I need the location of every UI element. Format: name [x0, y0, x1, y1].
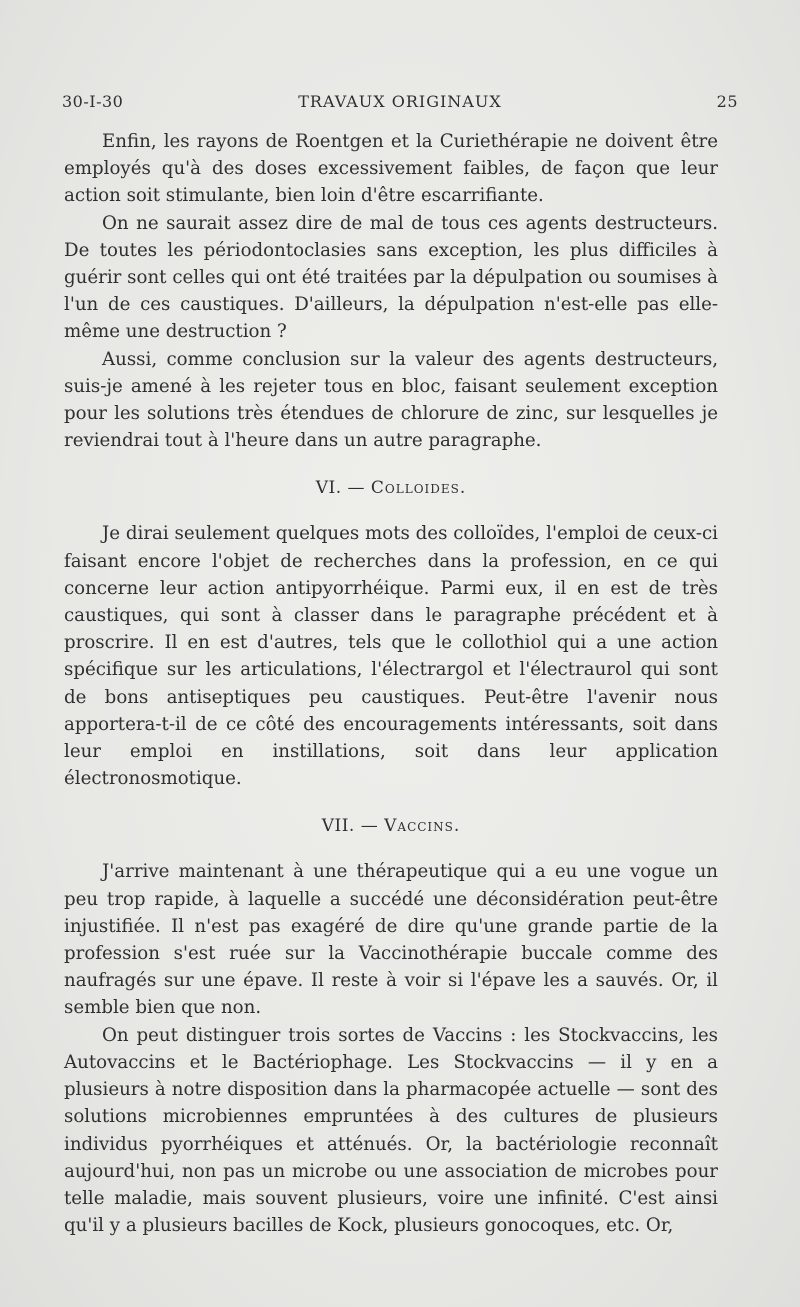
section-heading-vaccins — [64, 813, 718, 840]
paragraph: Enfin, les rayons de Roentgen et la Curiethérapie ne doivent être employés qu'à des doses excessivement faibles, de façon que leur action soit stimulante, bien loin d'être escarrifiante. — [64, 131, 718, 207]
section-number: VI. — — [315, 478, 366, 499]
running-header — [62, 92, 738, 122]
page-number: 25 — [716, 92, 738, 111]
header-title: TRAVAUX ORIGINAUX — [298, 92, 502, 111]
paragraph: Je dirai seulement quelques mots des colloïdes, l'emploi de ceux-ci faisant encore l'objet de recherches dans la profession, en ce qui concerne leur action antipyorrhéique. Parmi eux, il en est de très caustiques, qui sont à classer dans le paragraphe précédent et à proscrire. Il en est d'autres, tels que le collothiol qui a une action spécifique sur les articulations, l'électrargol et l'électraurol qui sont de bons antiseptiques peu caustiques. Peut-être l'avenir nous apportera-t-il de ce côté des encouragements intéressants, soit dans leur emploi en instillations, soit dans leur application électronosmotique. — [64, 523, 718, 790]
paragraph: Aussi, comme conclusion sur la valeur des agents destructeurs, suis-je amené à les rejeter tous en bloc, faisant seulement exception pour les solutions très étendues de chlorure de zinc, sur lesquelles je reviendrai tout à l'heure dans un autre paragraphe. — [64, 348, 718, 452]
section-title: Vaccins. — [384, 816, 461, 837]
header-date: 30-I-30 — [62, 92, 124, 111]
body-text — [64, 128, 718, 1239]
paragraph: J'arrive maintenant à une thérapeutique qui a eu une vogue un peu trop rapide, à laquelle a succédé une déconsidération peut-être injustifiée. Il n'est pas exagéré de dire qu'une grande partie de la profession s'est ruée sur la Vaccinothérapie buccale comme des naufragés sur une épave. Il reste à voir si l'épave les a sauvés. Or, il semble bien que non. — [64, 861, 718, 1019]
section-title: Colloides. — [370, 478, 467, 499]
section-heading-colloides — [64, 475, 718, 502]
section-number: VII. — — [321, 816, 379, 837]
paragraph: On ne saurait assez dire de mal de tous ces agents destructeurs. De toutes les périodontoclasies sans exception, les plus difficiles à guérir sont celles qui ont été traitées par la dépulpation ou soumises à l'un de ces caustiques. D'ailleurs, la dépulpation n'est-elle pas elle-même une destruction ? — [64, 212, 718, 343]
paragraph: On peut distinguer trois sortes de Vaccins : les Stockvaccins, les Autovaccins et le Bactériophage. Les Stockvaccins — il y en a plusieurs à notre disposition dans la pharmacopée actuelle — sont des solutions microbiennes empruntées à des cultures de plusieurs individus pyorrhéiques et atténués. Or, la bactériologie reconnaît aujourd'hui, non pas un microbe ou une association de microbes pour telle maladie, mais souvent plusieurs, voire une infinité. C'est ainsi qu'il y a plusieurs bacilles de Kock, plusieurs gonocoques, etc. Or, — [64, 1024, 718, 1237]
